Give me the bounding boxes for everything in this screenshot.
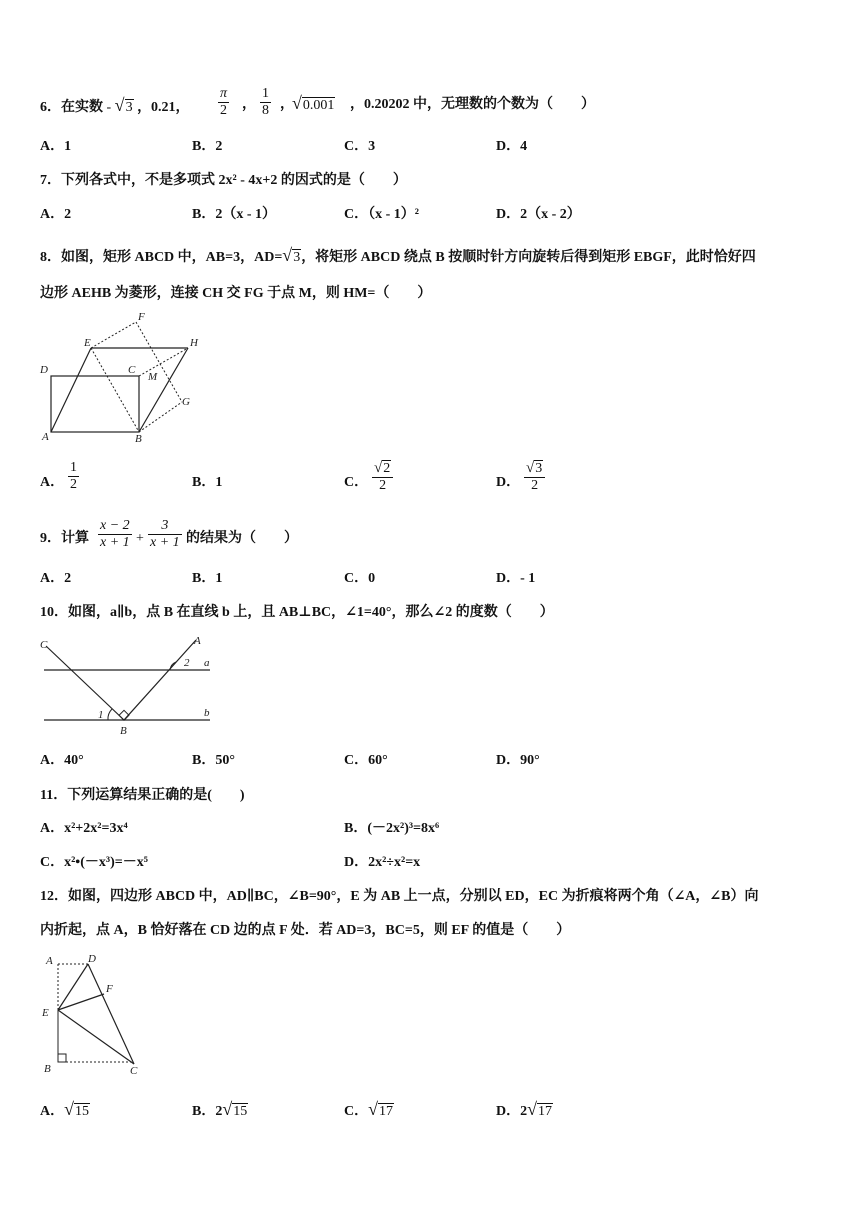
q6-option-d[interactable]: D．4 bbox=[496, 139, 528, 154]
q12-option-a[interactable]: A．√15 bbox=[40, 1099, 90, 1119]
q10-option-d[interactable]: D．90° bbox=[496, 753, 540, 768]
q8-option-a-frac: $\frac{1}{2}$ bbox=[70, 460, 77, 492]
q12-label-a: A bbox=[46, 955, 53, 967]
q8-stem-line1: 8．如图，矩形 ABCD 中，AB=3，AD=√3，将矩形 ABCD 绕点 B 按顺时针方向旋转后得到矩形 EBGF，此时恰好四 bbox=[40, 245, 756, 265]
q8-stem-line2: 边形 AEHB 为菱形，连接 CH 交 FG 于点 M，则 HM=（ ） bbox=[40, 286, 432, 301]
q6-text-a: 在实数 bbox=[61, 100, 103, 115]
q8-label-h: H bbox=[190, 337, 198, 349]
q6-stem: 6．在实数 - √3 ，0.21， bbox=[40, 95, 190, 115]
q12-segment-ed bbox=[58, 964, 88, 1010]
q6-text-c: ， bbox=[242, 97, 256, 112]
q8-label-c: C bbox=[128, 364, 136, 376]
q11-option-c[interactable]: C．x²•(－x³)=－x⁵ bbox=[40, 855, 148, 870]
q8-figure bbox=[36, 308, 206, 446]
q12-label-d: D bbox=[88, 953, 96, 965]
q9-plus: + bbox=[136, 531, 144, 546]
q8-label-m: M bbox=[148, 371, 158, 383]
q12-segment-dc bbox=[88, 964, 134, 1064]
q6-option-b[interactable]: B．2 bbox=[192, 139, 223, 154]
q10-label-c: C bbox=[40, 639, 48, 651]
q6-text-d: ， bbox=[280, 97, 294, 112]
q8-label-a: A bbox=[42, 431, 49, 443]
q10-stem: 10．如图，a∥b，点 B 在直线 b 上，且 AB⊥BC，∠1=40°，那么∠2 的度数（ ） bbox=[40, 605, 554, 620]
q8-label-g: G bbox=[182, 396, 190, 408]
q11-option-b[interactable]: B．(－2x²)³=8x⁶ bbox=[344, 821, 440, 836]
q11-stem: 11．下列运算结果正确的是( ) bbox=[40, 788, 245, 803]
q9-frac-1: $\frac{x - 2}{x + 1}$ bbox=[100, 518, 130, 550]
q6-sqrt3: √3 bbox=[114, 95, 133, 115]
q10-option-a[interactable]: A．40° bbox=[40, 753, 84, 768]
q8-label-d: D bbox=[40, 364, 48, 376]
q12-segment-ef bbox=[58, 994, 104, 1010]
q10-label-line-b: b bbox=[204, 707, 210, 719]
q8-label-e: E bbox=[84, 337, 91, 349]
q6-text-e: ，0.20202 中，无理数的个数为（ ） bbox=[350, 97, 595, 112]
q12-stem-line1: 12．如图，四边形 ABCD 中，AD∥BC，∠B=90°，E 为 AB 上一点，分别以 ED，EC 为折痕将两个角（∠A，∠B）向 bbox=[40, 889, 759, 904]
q10-segment-ba bbox=[124, 640, 196, 720]
q10-segment-bc bbox=[46, 646, 124, 720]
q10-label-a: A bbox=[194, 635, 201, 647]
q6-frac-pi: $\frac{\pi}{2}$ bbox=[220, 86, 228, 118]
q8-option-d-label[interactable]: D． bbox=[496, 475, 521, 490]
q10-label-b: B bbox=[120, 725, 127, 737]
q12-option-c[interactable]: C．√17 bbox=[344, 1099, 394, 1119]
q9-option-b[interactable]: B．1 bbox=[192, 571, 223, 586]
q9-option-c[interactable]: C．0 bbox=[344, 571, 376, 586]
q7-stem: 7．下列各式中，不是多项式 2x² - 4x+2 的因式的是（ ） bbox=[40, 173, 407, 188]
q6-number: 6． bbox=[40, 100, 61, 115]
q8-label-b: B bbox=[135, 433, 142, 445]
q10-option-b[interactable]: B．50° bbox=[192, 753, 235, 768]
q9-stem-post: 的结果为（ ） bbox=[186, 531, 298, 546]
q12-label-b: B bbox=[44, 1063, 51, 1075]
q6-text-b: ，0.21， bbox=[137, 100, 190, 115]
q12-segment-ec bbox=[58, 1010, 134, 1064]
q7-option-c[interactable]: C．（x - 1）² bbox=[344, 207, 419, 222]
q10-label-1: 1 bbox=[98, 709, 104, 721]
q6-frac-1-8: $\frac{1}{8}$ bbox=[262, 86, 269, 118]
q8-option-a-label[interactable]: A． bbox=[40, 475, 65, 490]
q10-figure bbox=[36, 630, 216, 740]
q12-label-f: F bbox=[106, 983, 113, 995]
q11-option-a[interactable]: A．x²+2x²=3x⁴ bbox=[40, 821, 128, 836]
q12-stem-line2: 内折起，点 A，B 恰好落在 CD 边的点 F 处．若 AD=3，BC=5，则 EF 的值是（ ） bbox=[40, 923, 571, 938]
q12-label-c: C bbox=[130, 1065, 138, 1077]
q6-option-c[interactable]: C．3 bbox=[344, 139, 376, 154]
q8-option-c-label[interactable]: C． bbox=[344, 475, 369, 490]
q8-option-d-frac: $\frac{√3}{2}$ bbox=[524, 460, 545, 494]
q12-figure bbox=[36, 950, 146, 1080]
q9-option-a[interactable]: A．2 bbox=[40, 571, 72, 586]
q8-option-c-frac: $\frac{√2}{2}$ bbox=[372, 460, 393, 494]
q8-option-b[interactable]: B．1 bbox=[192, 475, 223, 490]
q10-label-line-a: a bbox=[204, 657, 210, 669]
q9-frac-2: $\frac{3}{x + 1}$ bbox=[150, 518, 180, 550]
q12-option-b[interactable]: B．2√15 bbox=[192, 1099, 248, 1119]
q9-option-d[interactable]: D．- 1 bbox=[496, 571, 536, 586]
q10-option-c[interactable]: C．60° bbox=[344, 753, 388, 768]
q12-label-e: E bbox=[42, 1007, 49, 1019]
q8-label-f: F bbox=[138, 311, 145, 323]
q8-sqrt3: √3 bbox=[282, 245, 301, 265]
q11-option-d[interactable]: D．2x²÷x²=x bbox=[344, 855, 421, 870]
q9-stem-pre: 9．计算 bbox=[40, 531, 89, 546]
q7-option-a[interactable]: A．2 bbox=[40, 207, 72, 222]
q10-label-2: 2 bbox=[184, 657, 190, 669]
q7-option-d[interactable]: D．2（x - 2） bbox=[496, 207, 581, 222]
q7-option-b[interactable]: B．2（x - 1） bbox=[192, 207, 276, 222]
q6-sqrt001: √0.001 bbox=[292, 93, 335, 113]
q12-option-d[interactable]: D．2√17 bbox=[496, 1099, 553, 1119]
q6-option-a[interactable]: A．1 bbox=[40, 139, 72, 154]
